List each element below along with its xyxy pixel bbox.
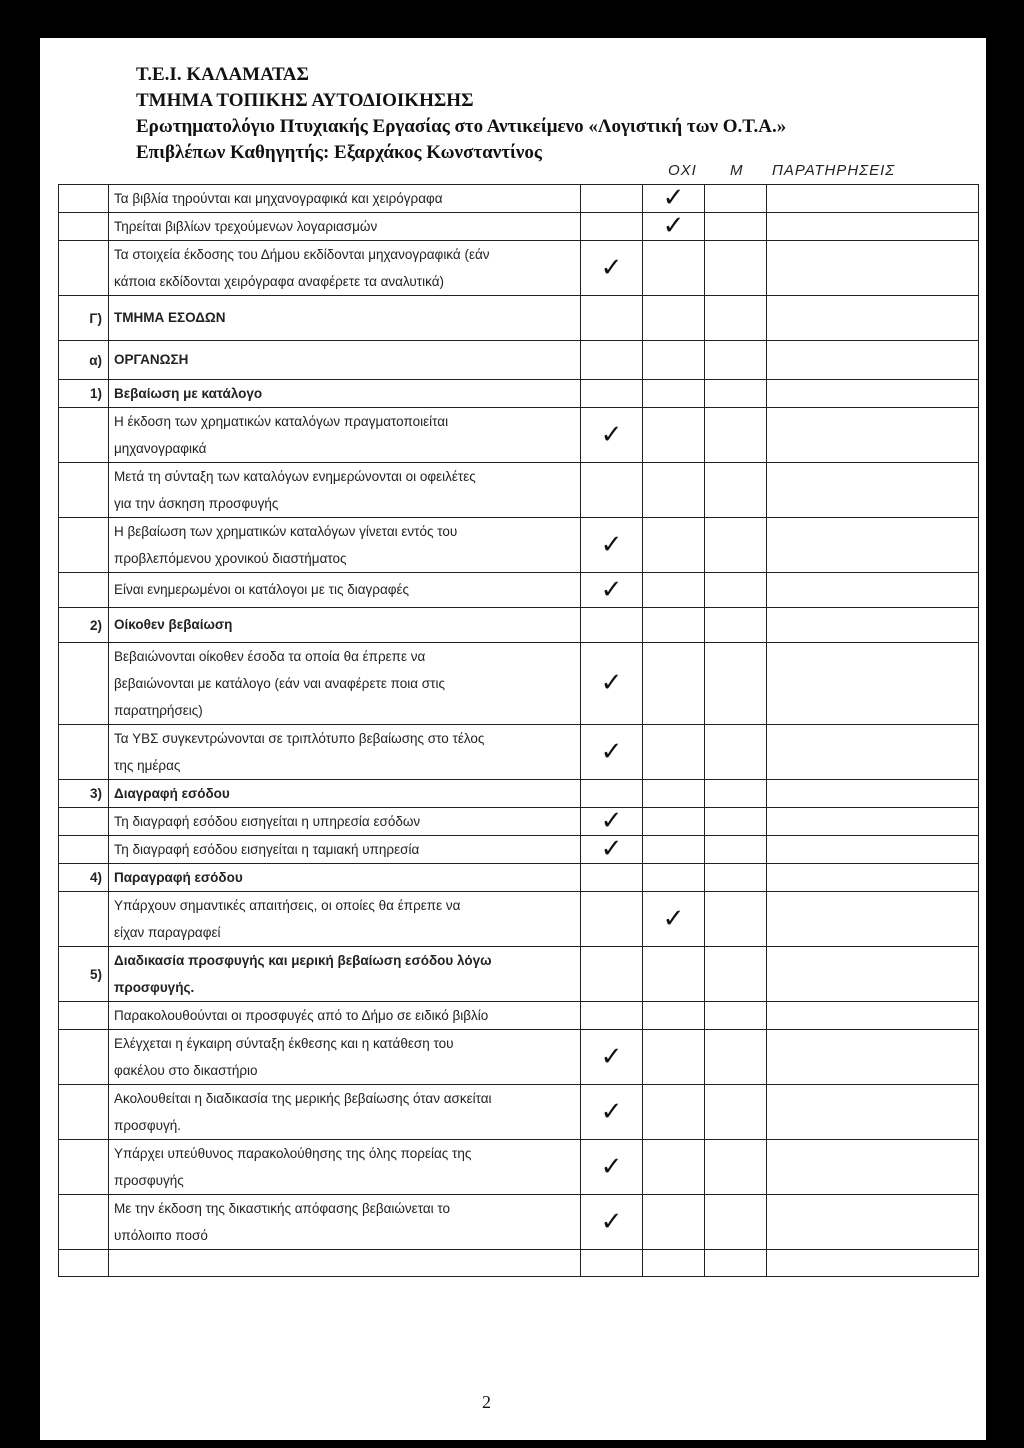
question-text: Τα στοιχεία έκδοσης του Δήμου εκδίδονται μηχανογραφικά (εάν κάποια εκδίδονται χειρόγραφα αναφέρετε τα αναλυτικά) <box>109 241 581 296</box>
table-row <box>59 1002 979 1030</box>
table-row <box>59 213 979 241</box>
subsection-row <box>59 780 979 808</box>
question-text: Με την έκδοση της δικαστικής απόφασης βεβαιώνεται το υπόλοιπο ποσό <box>109 1195 581 1250</box>
question-text: Τη διαγραφή εσόδου εισηγείται η ταμιακή υπηρεσία <box>109 836 581 864</box>
check-mark: ✓ <box>581 1195 643 1250</box>
section-row <box>59 296 979 341</box>
table-row <box>59 573 979 608</box>
question-text: Μετά τη σύνταξη των καταλόγων ενημερώνονται οι οφειλέτες για την άσκηση προσφυγής <box>109 463 581 518</box>
section-number: Γ) <box>59 296 109 341</box>
table-row <box>59 725 979 780</box>
question-text: Είναι ενημερωμένοι οι κατάλογοι με τις διαγραφές <box>109 573 581 608</box>
check-mark: ✓ <box>643 213 705 241</box>
check-mark: ✓ <box>643 892 705 947</box>
check-mark: ✓ <box>581 1085 643 1140</box>
check-mark: ✓ <box>643 185 705 213</box>
table-row <box>59 892 979 947</box>
header-department: ΤΜΗΜΑ ΤΟΠΙΚΗΣ ΑΥΤΟΔΙΟΙΚΗΣΗΣ <box>136 90 474 111</box>
check-mark: ✓ <box>581 241 643 296</box>
section-title: ΟΡΓΑΝΩΣΗ <box>109 341 581 380</box>
table-row <box>59 808 979 836</box>
questionnaire-table <box>58 184 979 1277</box>
column-header-remarks: ΠΑΡΑΤΗΡΗΣΕΙΣ <box>772 162 896 179</box>
section-number: α) <box>59 341 109 380</box>
table-row <box>59 836 979 864</box>
subsection-number: 2) <box>59 608 109 643</box>
subsection-row <box>59 380 979 408</box>
subsection-number: 1) <box>59 380 109 408</box>
question-text: Η βεβαίωση των χρηματικών καταλόγων γίνεται εντός του προβλεπόμενου χρονικού διαστήματος <box>109 518 581 573</box>
question-text: Υπάρχουν σημαντικές απαιτήσεις, οι οποίες θα έπρεπε να είχαν παραγραφεί <box>109 892 581 947</box>
document-page <box>40 38 986 1440</box>
check-mark: ✓ <box>581 836 643 864</box>
table-row <box>59 241 979 296</box>
question-text: Παρακολουθούνται οι προσφυγές από το Δήμο σε ειδικό βιβλίο <box>109 1002 581 1030</box>
question-text: Τηρείται βιβλίων τρεχούμενων λογαριασμών <box>109 213 581 241</box>
section-title: ΤΜΗΜΑ ΕΣΟΔΩΝ <box>109 296 581 341</box>
subsection-title: Βεβαίωση με κατάλογο <box>109 380 581 408</box>
header-supervisor: Επιβλέπων Καθηγητής: Εξαρχάκος Κωνσταντίνος <box>136 142 542 163</box>
column-header-m: Μ <box>730 162 744 179</box>
subsection-number: 5) <box>59 947 109 1002</box>
header-questionnaire: Ερωτηματολόγιο Πτυχιακής Εργασίας στο Αντικείμενο «Λογιστική των Ο.Τ.Α.» <box>136 116 787 137</box>
subsection-title: Οίκοθεν βεβαίωση <box>109 608 581 643</box>
subsection-row <box>59 864 979 892</box>
check-mark: ✓ <box>581 573 643 608</box>
header-institution: Τ.Ε.Ι. ΚΑΛΑΜΑΤΑΣ <box>136 64 309 85</box>
question-text: Ακολουθείται η διαδικασία της μερικής βεβαίωσης όταν ασκείται προσφυγή. <box>109 1085 581 1140</box>
question-text: Τη διαγραφή εσόδου εισηγείται η υπηρεσία εσόδων <box>109 808 581 836</box>
check-mark: ✓ <box>581 1030 643 1085</box>
check-mark: ✓ <box>581 408 643 463</box>
subsection-number: 3) <box>59 780 109 808</box>
table-row <box>59 518 979 573</box>
check-mark: ✓ <box>581 643 643 725</box>
table-row <box>59 1030 979 1085</box>
section-row <box>59 341 979 380</box>
page-number: 2 <box>482 1392 491 1412</box>
table-row <box>59 185 979 213</box>
check-mark: ✓ <box>581 808 643 836</box>
question-text: Τα ΥΒΣ συγκεντρώνονται σε τριπλότυπο βεβαίωσης στο τέλος της ημέρας <box>109 725 581 780</box>
subsection-row <box>59 947 979 1002</box>
subsection-title: Διαγραφή εσόδου <box>109 780 581 808</box>
table-row <box>59 408 979 463</box>
question-text: Υπάρχει υπεύθυνος παρακολούθησης της όλης πορείας της προσφυγής <box>109 1140 581 1195</box>
subsection-title: Διαδικασία προσφυγής και μερική βεβαίωση εσόδου λόγω προσφυγής. <box>109 947 581 1002</box>
check-mark: ✓ <box>581 518 643 573</box>
table-row <box>59 1250 979 1277</box>
check-mark: ✓ <box>581 725 643 780</box>
table-row <box>59 1085 979 1140</box>
check-mark: ✓ <box>581 1140 643 1195</box>
column-header-no: ΟΧΙ <box>668 162 697 179</box>
subsection-row <box>59 608 979 643</box>
question-text: Τα βιβλία τηρούνται και μηχανογραφικά και χειρόγραφα <box>109 185 581 213</box>
table-row <box>59 1140 979 1195</box>
table-row <box>59 463 979 518</box>
subsection-number: 4) <box>59 864 109 892</box>
table-row <box>59 1195 979 1250</box>
table-row <box>59 643 979 725</box>
question-text: Ελέγχεται η έγκαιρη σύνταξη έκθεσης και η κατάθεση του φακέλου στο δικαστήριο <box>109 1030 581 1085</box>
question-text: Η έκδοση των χρηματικών καταλόγων πραγματοποιείται μηχανογραφικά <box>109 408 581 463</box>
question-text: Βεβαιώνονται οίκοθεν έσοδα τα οποία θα έπρεπε να βεβαιώνονται με κατάλογο (εάν ναι αναφέρετε ποια στις παρατηρήσεις) <box>109 643 581 725</box>
subsection-title: Παραγραφή εσόδου <box>109 864 581 892</box>
